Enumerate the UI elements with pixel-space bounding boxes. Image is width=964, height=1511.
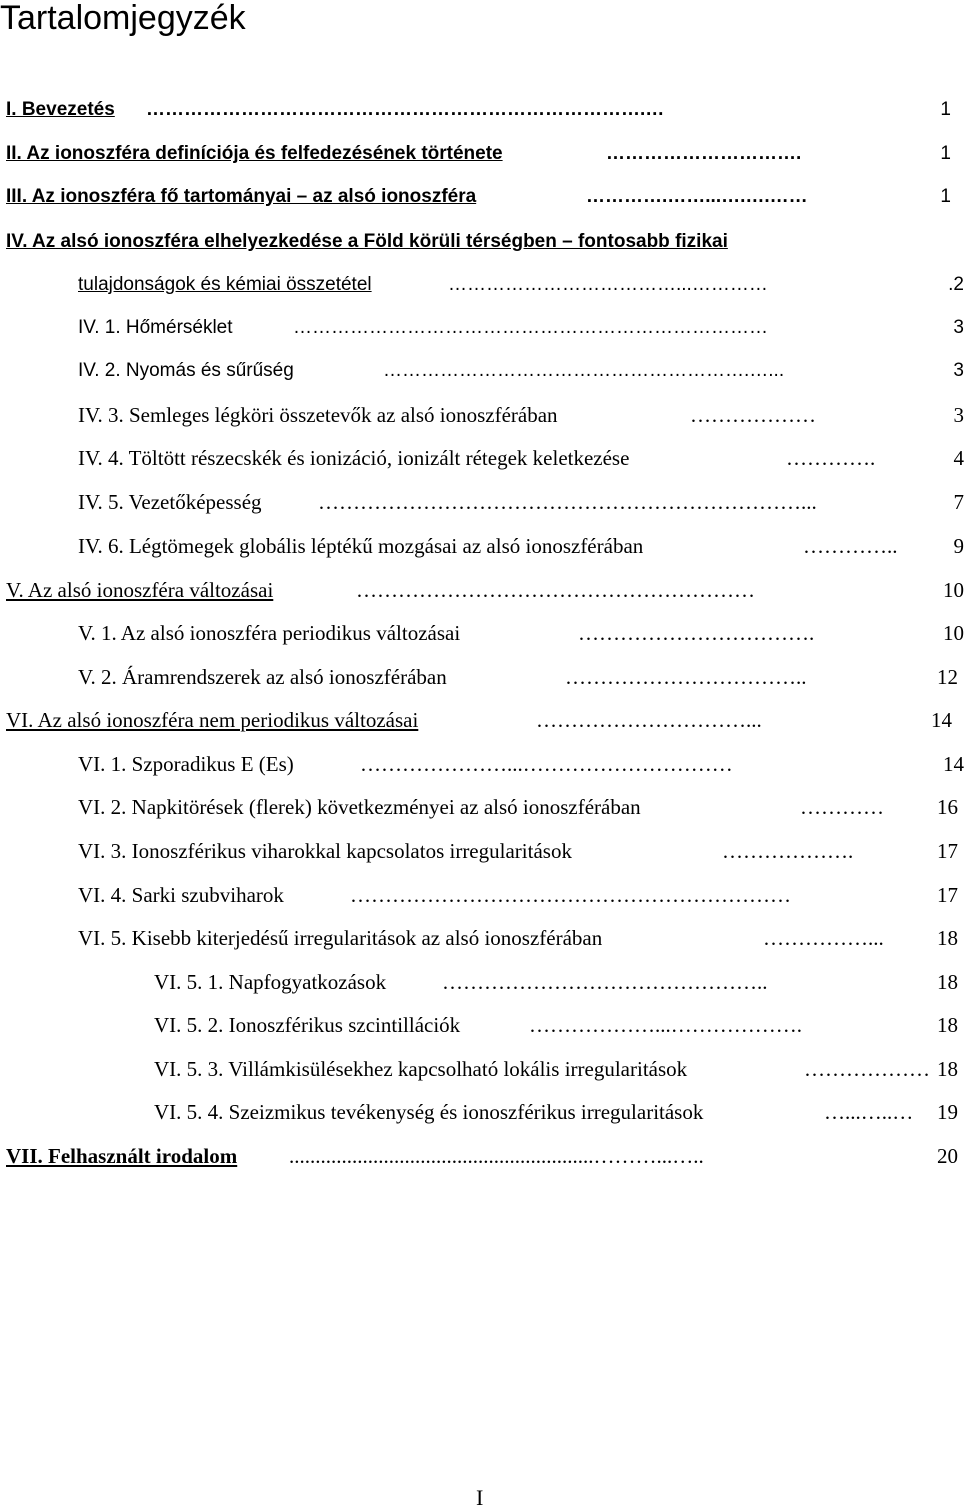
toc-entry-title: VI. 5. 4. Szeizmikus tevékenység és ionoszférikus irregularitások	[154, 1097, 704, 1127]
toc-entry-title: IV. 4. Töltött részecskék és ionizáció, ionizált rétegek keletkezése	[78, 443, 630, 473]
toc-entry-page: 4	[953, 443, 964, 473]
toc-entry-title: tulajdonságok és kémiai összetétel	[78, 270, 373, 300]
toc-entry[interactable]	[78, 662, 958, 692]
toc-entry-page: 1	[939, 95, 951, 125]
toc-entry-leader: …………………………….	[578, 621, 815, 645]
toc-entry-title: IV. 6. Légtömegek globális léptékű mozgásai az alsó ionoszférában	[78, 531, 644, 561]
toc-entry-heading-line[interactable]	[6, 227, 728, 257]
toc-entry[interactable]	[78, 923, 958, 953]
toc-entry-title: V. 2. Áramrendszerek az alsó ionoszférában	[78, 662, 448, 692]
toc-entry-page: 10	[942, 575, 964, 605]
toc-entry-title: VI. 5. Kisebb kiterjedésű irregularitások az alsó ionoszférában	[78, 923, 603, 953]
toc-entry[interactable]	[154, 1054, 958, 1084]
toc-entry[interactable]	[78, 400, 964, 430]
toc-entry-leader: …………………………………………………………………….…	[146, 99, 665, 120]
toc-entry[interactable]	[78, 749, 964, 779]
toc-entry-leader: ………………...……………….	[529, 1013, 802, 1037]
toc-entry-title: IV. 2. Nyomás és sűrűség	[78, 356, 295, 386]
toc-entry-title: VI. 3. Ionoszférikus viharokkal kapcsolatos irregularitások	[78, 836, 573, 866]
toc-entry-page: 9	[953, 531, 964, 561]
toc-entry[interactable]	[78, 531, 964, 561]
toc-entry-page: 18	[936, 967, 958, 997]
toc-entry-page: 14	[930, 705, 952, 735]
toc-entry-leader: ………………………………………………….…...	[383, 360, 785, 381]
toc-entry-leader: ………………………………...…………	[448, 274, 768, 295]
toc-entry[interactable]	[154, 1010, 958, 1040]
toc-entry-title: II. Az ionoszféra definíciója és felfedezésének története	[6, 139, 504, 169]
toc-entry-title: IV. 3. Semleges légköri összetevők az alsó ionoszférában	[78, 400, 559, 430]
toc-entry-page: 3	[952, 313, 964, 343]
toc-entry-page: 18	[936, 1010, 958, 1040]
toc-entry-page: 19	[936, 1097, 958, 1127]
toc-entry-leader: ………………	[690, 403, 816, 427]
toc-entry-leader: ………………………….	[606, 143, 802, 164]
toc-entry-title: VI. 1. Szporadikus E (Es)	[78, 749, 295, 779]
toc-entry-page: 18	[936, 923, 958, 953]
toc-entry-page: 1	[939, 139, 951, 169]
toc-entry-leader: ……………….	[722, 839, 854, 863]
page-title: Tartalomjegyzék	[0, 0, 246, 37]
toc-entry[interactable]	[78, 836, 958, 866]
toc-entry-page: 17	[936, 836, 958, 866]
toc-entry-leader: ………………………………………..	[442, 970, 768, 994]
toc-entry-title: VI. 5. 2. Ionoszférikus szcintillációk	[154, 1010, 461, 1040]
toc-entry-page: 16	[936, 792, 958, 822]
toc-entry-leader: ………….……...….….……	[586, 186, 808, 207]
toc-entry-leader: …………………………………………………………………	[293, 317, 768, 338]
toc-entry-page: 7	[953, 487, 964, 517]
toc-entry-title: VI. 2. Napkitörések (flerek) következményei az alsó ionoszférában	[78, 792, 642, 822]
toc-entry[interactable]	[154, 967, 958, 997]
toc-entry-leader: …………………………...	[536, 708, 762, 732]
toc-entry-page: 10	[942, 618, 964, 648]
toc-entry-title: V. 1. Az alsó ionoszféra periodikus változásai	[78, 618, 461, 648]
toc-entry-title: VI. 4. Sarki szubviharok	[78, 880, 285, 910]
toc-entry[interactable]	[78, 356, 964, 386]
toc-entry-title: VI. Az alsó ionoszféra nem periodikus változásai	[6, 705, 419, 735]
toc-entry-leader: ………….	[786, 446, 876, 470]
toc-entry[interactable]	[78, 880, 958, 910]
toc-entry[interactable]	[78, 313, 964, 343]
toc-entry-title: VII. Felhasznált irodalom	[6, 1141, 238, 1171]
toc-entry-leader: ……………………………………………………………...	[318, 490, 817, 514]
toc-entry[interactable]	[78, 792, 958, 822]
toc-entry-page: .2	[947, 270, 964, 300]
toc-entry[interactable]	[154, 1097, 958, 1127]
toc-entry-leader: …………	[800, 795, 884, 819]
toc-entry-title: IV. 1. Hőmérséklet	[78, 313, 234, 343]
toc-entry-title: V. Az alsó ionoszféra változásai	[6, 575, 274, 605]
page-number: I	[476, 1485, 484, 1510]
toc-entry-leader: ………………………………………………………	[350, 883, 791, 907]
toc-entry-page: 17	[936, 880, 958, 910]
toc-entry[interactable]	[6, 575, 964, 605]
toc-entry-page: 14	[942, 749, 964, 779]
toc-entry-leader: …………..	[803, 534, 898, 558]
toc-entry[interactable]	[78, 270, 964, 300]
toc-entry-title: IV. Az alsó ionoszféra elhelyezkedése a Föld körüli térségben – fontosabb fizikai	[6, 231, 728, 252]
toc-entry-leader: …………………………………………………	[356, 578, 755, 602]
toc-entry-page: 3	[953, 400, 964, 430]
toc-entry[interactable]	[78, 487, 964, 517]
toc-entry-title: III. Az ionoszféra fő tartományai – az alsó ionoszféra	[6, 182, 477, 212]
toc-entry-page: 3	[952, 356, 964, 386]
toc-entry-title: I. Bevezetés	[6, 95, 116, 125]
toc-entry-leader: …………………...…………………………	[360, 752, 733, 776]
toc-entry-title: VI. 5. 3. Villámkisülésekhez kapcsolható lokális irregularitások	[154, 1054, 688, 1084]
toc-entry-title: VI. 5. 1. Napfogyatkozások	[154, 967, 387, 997]
toc-entry[interactable]	[78, 443, 964, 473]
toc-entry-page: 1	[939, 182, 951, 212]
toc-entry[interactable]	[6, 139, 951, 169]
toc-entry-title: IV. 5. Vezetőképesség	[78, 487, 263, 517]
toc-entry-page: 12	[936, 662, 958, 692]
toc-entry[interactable]	[6, 705, 952, 735]
toc-entry-page: 18	[936, 1054, 958, 1084]
toc-entry-leader: ……………...	[763, 926, 884, 950]
toc-entry-leader: …...…..…	[824, 1100, 914, 1124]
toc-entry-leader: ………………	[804, 1057, 930, 1081]
toc-entry-page: 20	[936, 1141, 958, 1171]
toc-entry[interactable]	[6, 95, 951, 125]
toc-entry-leader: ..........................................................………...…..	[289, 1144, 704, 1168]
toc-entry-leader: ……………………………..	[565, 665, 807, 689]
toc-entry[interactable]	[6, 182, 951, 212]
toc-entry[interactable]	[78, 618, 964, 648]
toc-entry[interactable]	[6, 1141, 958, 1171]
